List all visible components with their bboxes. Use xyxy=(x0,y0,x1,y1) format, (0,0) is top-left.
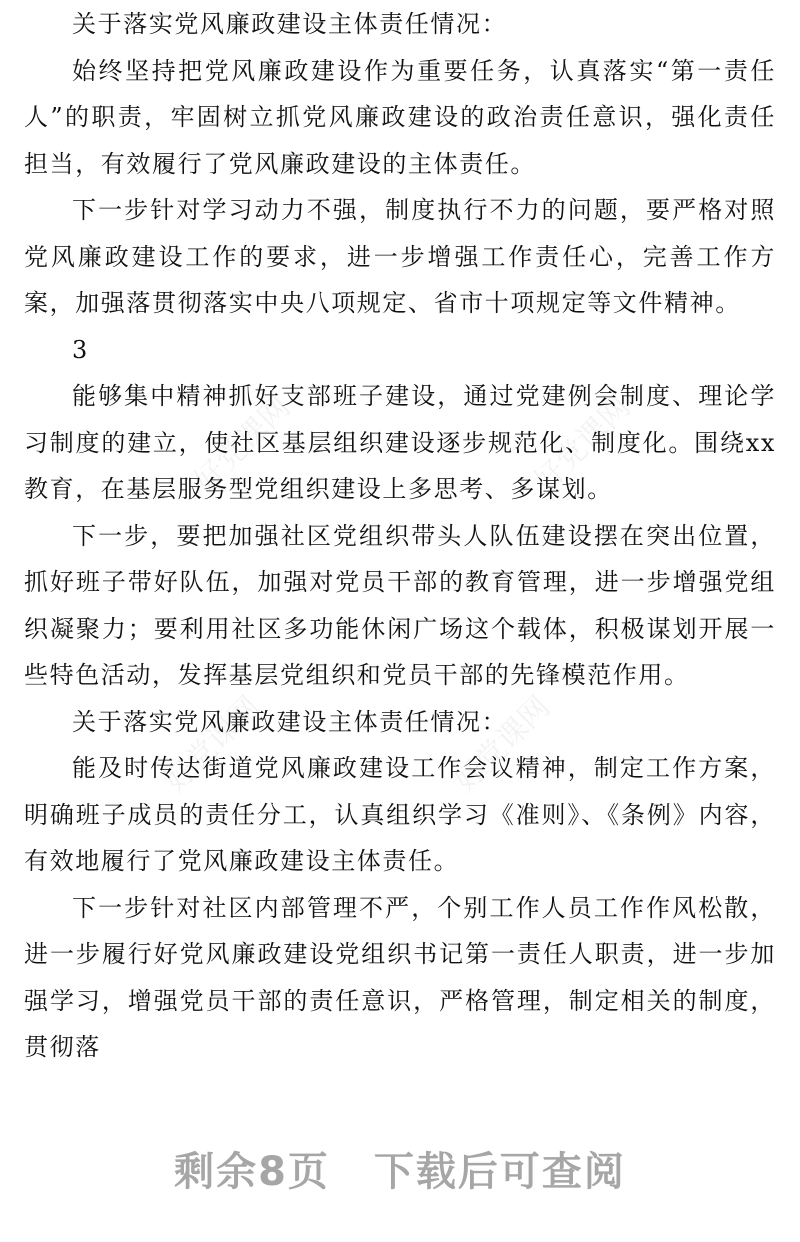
paragraph: 始终坚持把党风廉政建设作为重要任务，认真落实“第一责任人”的职责，牢固树立抓党风廉政建设的政治责任意识，强化责任担当，有效履行了党风廉政建设的主体责任。 xyxy=(24,56,776,178)
watermark: 好党课网 xyxy=(187,389,298,500)
watermark: 好党课网 xyxy=(157,689,268,800)
paragraph: 下一步针对社区内部管理不严，个别工作人员工作作风松散，进一步履行好党风廉政建设党组织书记第一责任人职责，进一步加强学习，增强党员干部的责任意识，严格管理，制定相关的制度，贯彻落 xyxy=(24,893,776,1061)
watermark: 好党课网 xyxy=(447,689,558,800)
paragraph: 下一步针对学习动力不强，制度执行不力的问题，要严格对照党风廉政建设工作的要求，进一步增强工作责任心，完善工作方案，加强落贯彻落实中央八项规定、省市十项规定等文件精神。 xyxy=(24,196,776,317)
paragraph: 下一步，要把加强社区党组织带头人队伍建设摆在突出位置，抓好班子带好队伍，加强对党员干部的教育管理，进一步增强党组织凝聚力；要利用社区多功能休闲广场这个载体，积极谋划开展一些特色活动，发挥基层党组织和党员干部的先锋模范作用。 xyxy=(24,521,776,689)
watermark: 好党课网 xyxy=(527,389,638,500)
remaining-pages-label: 剩余8页 xyxy=(174,1149,330,1195)
paragraph: 能够集中精神抓好支部班子建设，通过党建例会制度、理论学习制度的建立，使社区基层组织建设逐步规范化、制度化。围绕xx教育，在基层服务型党组织建设上多思考、多谋划。 xyxy=(24,382,776,503)
section-number: 3 xyxy=(72,335,89,364)
section-heading: 关于落实党风廉政建设主体责任情况： xyxy=(72,10,508,38)
document-body xyxy=(24,0,776,1071)
section-heading: 关于落实党风廉政建设主体责任情况： xyxy=(72,707,508,736)
paragraph: 能及时传达街道党风廉政建设工作会议精神，制定工作方案，明确班子成员的责任分工，认真组织学习《准则》、《条例》内容，有效地履行了党风廉政建设主体责任。 xyxy=(24,754,776,875)
download-hint-label: 下载后可查阅 xyxy=(373,1149,626,1195)
download-prompt[interactable] xyxy=(0,1140,800,1197)
